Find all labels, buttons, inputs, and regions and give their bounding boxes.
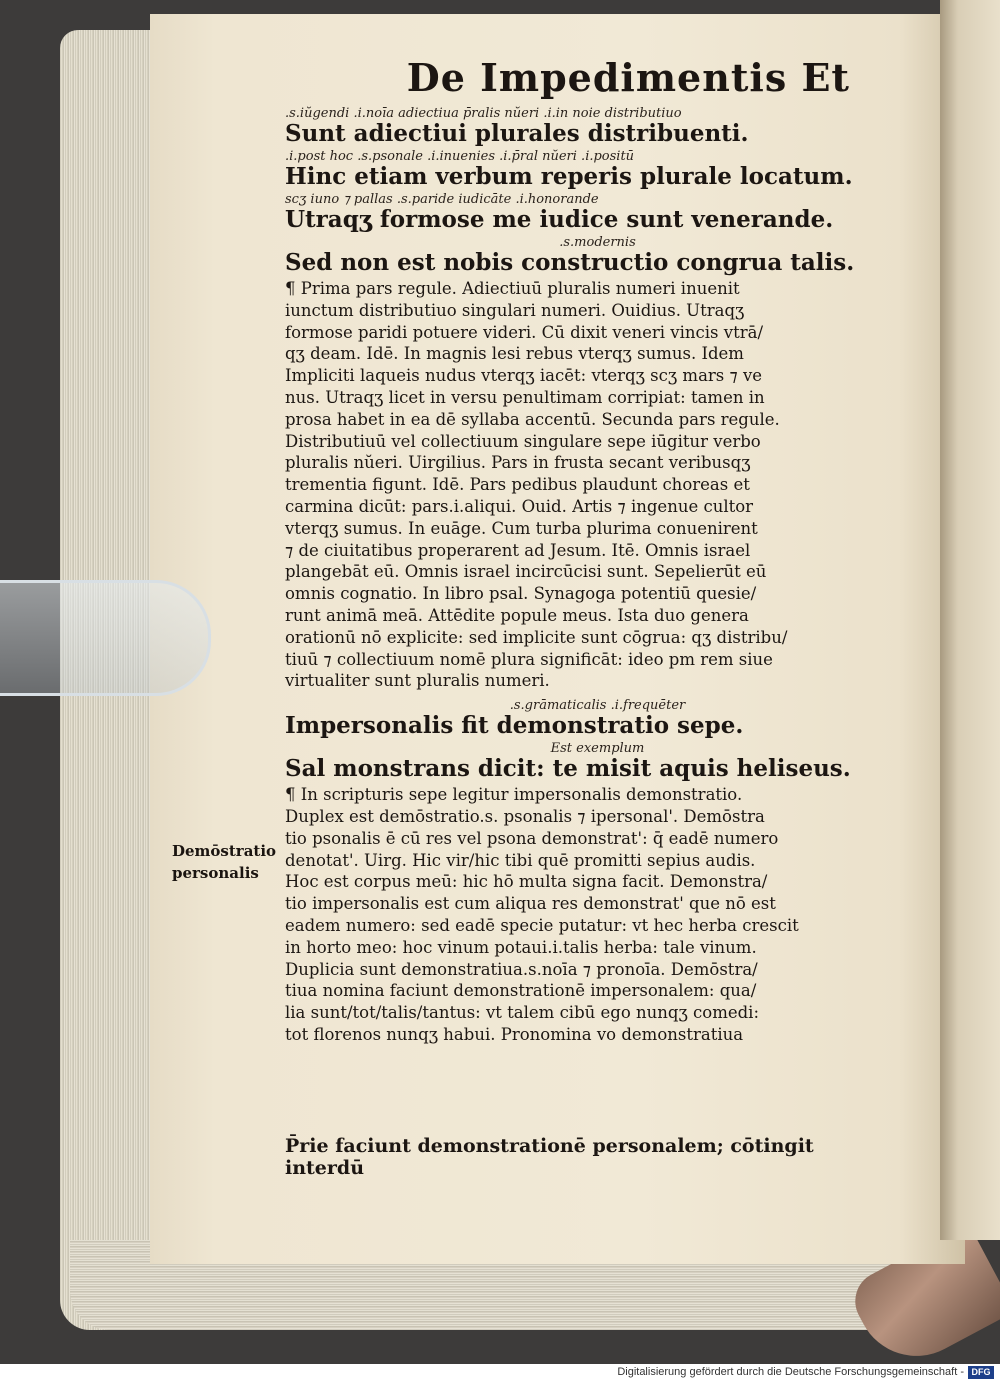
page-heading: De Impedimentis Et	[406, 55, 850, 100]
footer-bar	[0, 1364, 1000, 1383]
commentary-line: nus. Utraqʒ licet in versu penultimam corripiat: tamen in	[285, 387, 765, 407]
interlinear-gloss: Est exemplum	[550, 741, 645, 757]
commentary-line: pluralis nŭeri. Uirgilius. Pars in frusta secant veribusqʒ	[285, 453, 751, 473]
commentary-line: tio psonalis ē cū res vel psona demonstrat': q̄ eadē numero	[285, 828, 779, 848]
verse-line: Sal monstrans dicit: te misit aquis heliseus.	[285, 755, 851, 783]
page-text-block	[285, 55, 910, 1052]
verse-line: Sunt adiectiui plurales distribuenti.	[285, 120, 749, 147]
commentary-line: qʒ deam. Idē. In magnis lesi rebus vterqʒ sumus. Idem	[285, 344, 744, 364]
commentary-line: Duplex est demōstratio.s. psonalis ⁊ ipersonal'. Demōstra	[285, 806, 765, 826]
interlinear-gloss: scʒ iuno ⁊ pallas .s.paride iudicāte .i.honorande	[285, 192, 599, 207]
commentary-line: tiuū ⁊ collectiuum nomē plura significāt: ideo pm rem siue	[285, 649, 773, 669]
commentary-line: orationū nō explicite: sed implicite sunt cōgrua: qʒ distribu/	[285, 627, 788, 647]
interlinear-gloss: .s.modernis	[559, 235, 636, 250]
verse-line: Sed non est nobis constructio congrua talis.	[285, 249, 855, 276]
interlinear-gloss: .s.grāmaticalis .i.frequēter	[509, 698, 686, 714]
commentary-line: prosa habet in ea dē syllaba accentū. Secunda pars regule.	[285, 409, 780, 429]
commentary-line: runt animā meā. Attēdite popule meus. Ista duo genera	[285, 605, 749, 625]
margin-note: Demōstratio personalis	[172, 842, 277, 882]
verse-line: Hinc etiam verbum reperis plurale locatum.	[285, 163, 853, 190]
last-text-line: P̄rie faciunt demonstrationē personalem; cōtingit interdū	[285, 1135, 814, 1179]
facing-page-gutter	[940, 0, 1000, 1240]
dfg-logo-icon: DFG	[968, 1366, 994, 1379]
commentary-block	[285, 784, 910, 1046]
commentary-line: Hoc est corpus meū: hic hō multa signa facit. Demonstra/	[285, 872, 768, 892]
commentary-line: tot florenos nunqʒ habui. Pronomina vo demonstratiua	[285, 1024, 744, 1044]
commentary-line: in horto meo: hoc vinum potaui.i.talis herba: tale vinum.	[285, 937, 757, 957]
commentary-line: trementia figunt. Idē. Pars pedibus plaudunt choreas et	[285, 475, 750, 495]
commentary-line: tiua nomina faciunt demonstrationē impersonalem: qua/	[285, 981, 757, 1001]
commentary-line: ⁊ de ciuitatibus properarent ad Jesum. Itē. Omnis israel	[285, 540, 751, 560]
commentary-line: vterqʒ sumus. In euāge. Cum turba plurima conuenirent	[285, 518, 758, 538]
interlinear-gloss: .i.post hoc .s.psonale .i.inuenies .i.p̄ral nŭeri .i.positū	[285, 149, 635, 164]
commentary-line: carmina dicūt: pars.i.aliqui. Ouid. Artis ⁊ ingenue cultor	[285, 496, 754, 516]
page-holder-tool	[0, 580, 211, 696]
interlinear-gloss: .s.iŭgendi .i.noīa adiectiua p̄ralis nŭeri .i.in noie distributiuo	[285, 106, 682, 121]
commentary-line: virtualiter sunt pluralis numeri.	[285, 671, 550, 691]
commentary-line: tio impersonalis est cum aliqua res demonstrat' que nō est	[285, 894, 776, 914]
commentary-line: lia sunt/tot/talis/tantus: vt talem cibū ego nunqʒ comedi:	[285, 1003, 760, 1023]
commentary-line: plangebāt eū. Omnis israel incircūcisi sunt. Sepelierūt eū	[285, 562, 767, 582]
commentary-line: Impliciti laqueis nudus vterqʒ iacēt: vterqʒ scʒ mars ⁊ ve	[285, 366, 763, 386]
commentary-line: formose paridi potuere videri. Cū dixit veneri vincis vtrā/	[285, 322, 764, 342]
commentary-line: iunctum distributiuo singulari numeri. Ouidius. Utraqʒ	[285, 300, 745, 320]
commentary-line: eadem numero: sed eadē specie putatur: vt hec herba crescit	[285, 915, 799, 935]
commentary-line: ¶ In scripturis sepe legitur impersonalis demonstratio.	[285, 785, 743, 805]
verse-line: Utraqʒ formose me iudice sunt venerande.	[285, 206, 834, 233]
commentary-line: ¶ Prima pars regule. Adiectiuū pluralis numeri inuenit	[285, 279, 740, 298]
footer-credit: Digitalisierung gefördert durch die Deutsche Forschungsgemeinschaft -	[617, 1366, 964, 1378]
commentary-line: Distributiuū vel collectiuum singulare sepe iūgitur verbo	[285, 431, 761, 451]
commentary-line: omnis cognatio. In libro psal. Synagoga potentiū quesie/	[285, 584, 757, 604]
commentary-line: denotat'. Uirg. Hic vir/hic tibi quē promitti sepius audis.	[285, 850, 756, 870]
commentary-line: Duplicia sunt demonstratiua.s.noīa ⁊ pronoīa. Demōstra/	[285, 959, 758, 979]
commentary-block	[285, 278, 910, 692]
verse-line: Impersonalis fit demonstratio sepe.	[285, 712, 744, 740]
